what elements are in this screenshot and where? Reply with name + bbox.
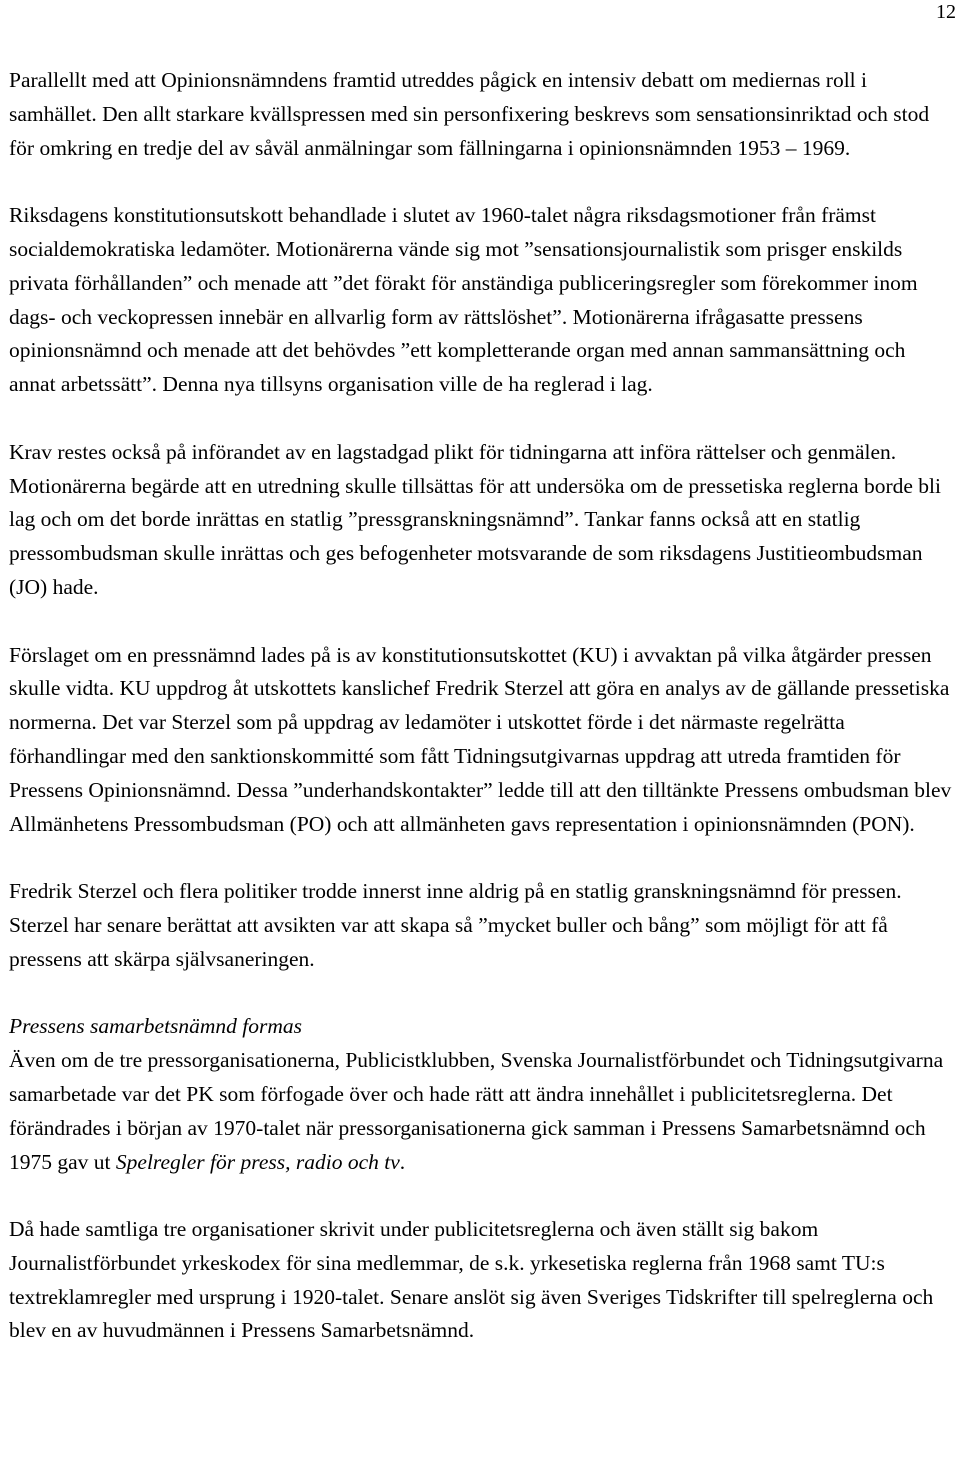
section-body-text: Även om de tre pressorganisationerna, Publicistklubben, Svenska Journalistförbundet och Tidningsutgivarna samarbetade var det PK som förfogade över och hade rätt att ändra innehållet i publicitetsreglerna. Det förändrades i början av 1970-talet när pressorganisationerna gick samman i Pressens Samarbetsnämnd och 1975 gav ut	[9, 1048, 944, 1174]
paragraph: Krav restes också på införandet av en lagstadgad plikt för tidningarna att införa rättelser och genmälen. Motionärerna begärde att en utredning skulle tillsättas för att undersöka om de pressetiska reglerna borde bli lag och om det borde inrättas en statlig ”pressgranskningsnämnd”. Tankar fanns också att en statlig pressombudsman skulle inrättas och ges befogenheter motsvarande de som riksdagens Justitieombudsman (JO) hade.	[9, 439, 941, 599]
paragraph: Då hade samtliga tre organisationer skrivit under publicitetsreglerna och även ställt sig bakom Journalistförbundet yrkeskodex för sina medlemmar, de s.k. yrkesetiska reglerna från 1968 samt TU:s textreklamregler med ursprung i 1920-talet. Senare anslöt sig även Sveriges Tidskrifter till spelreglerna och blev en av huvudmännen i Pressens Samarbetsnämnd.	[9, 1217, 934, 1343]
publication-title: Spelregler för press, radio och tv	[115, 1149, 400, 1174]
page-number: 12	[936, 1, 956, 23]
paragraph: Fredrik Sterzel och flera politiker trodde innerst inne aldrig på en statlig granskningsnämnd för pressen. Sterzel har senare berättat att avsikten var att skapa så ”mycket buller och bång” som möjligt för att få pressens att skärpa självsaneringen.	[9, 879, 902, 971]
paragraph: Riksdagens konstitutionsutskott behandlade i slutet av 1960-talet några riksdagsmotioner från främst socialdemokratiska ledamöter. Motionärerna vände sig mot ”sensationsjournalistik som prisger enskilds privata förhållanden” och menade att ”det förakt för anständiga publiceringsregler som förekommer inom dags- och veckopressen innebär en allvarlig form av rättslöshet”. Motionärerna ifrågasatte pressens opinionsnämnd och menade att det behövdes ”ett kompletterande organ med annan sammansättning och annat arbetssätt”. Denna nya tillsyns organisation ville de ha reglerad i lag.	[9, 203, 918, 397]
document-body	[9, 64, 957, 1348]
paragraph: Förslaget om en pressnämnd lades på is av konstitutionsutskottet (KU) i avvaktan på vilka åtgärder pressen skulle vidta. KU uppdrog åt utskottets kanslichef Fredrik Sterzel att göra en analys av de gällande pressetiska normerna. Det var Sterzel som på uppdrag av ledamöter i utskottet förde i det närmaste regelrätta förhandlingar med den sanktionskommitté som fått Tidningsutgivarnas uppdrag att utreda framtiden för Pressens Opinionsnämnd. Dessa ”underhandskontakter” ledde till att den tilltänkte Pressens ombudsman blev Allmänhetens Pressombudsman (PO) och att allmänheten gavs representation i opinionsnämnden (PON).	[9, 642, 952, 836]
paragraph: Parallellt med att Opinionsnämndens framtid utreddes pågick en intensiv debatt om mediernas roll i samhället. Den allt starkare kvällspressen med sin personfixering beskrevs som sensationsinriktad och stod för omkring en tredje del av såväl anmälningar som fällningarna i opinionsnämnden 1953 – 1969.	[9, 68, 930, 160]
section-body	[9, 1044, 957, 1179]
section-heading: Pressens samarbetsnämnd formas	[9, 1014, 303, 1039]
section-body-end: .	[399, 1149, 406, 1174]
